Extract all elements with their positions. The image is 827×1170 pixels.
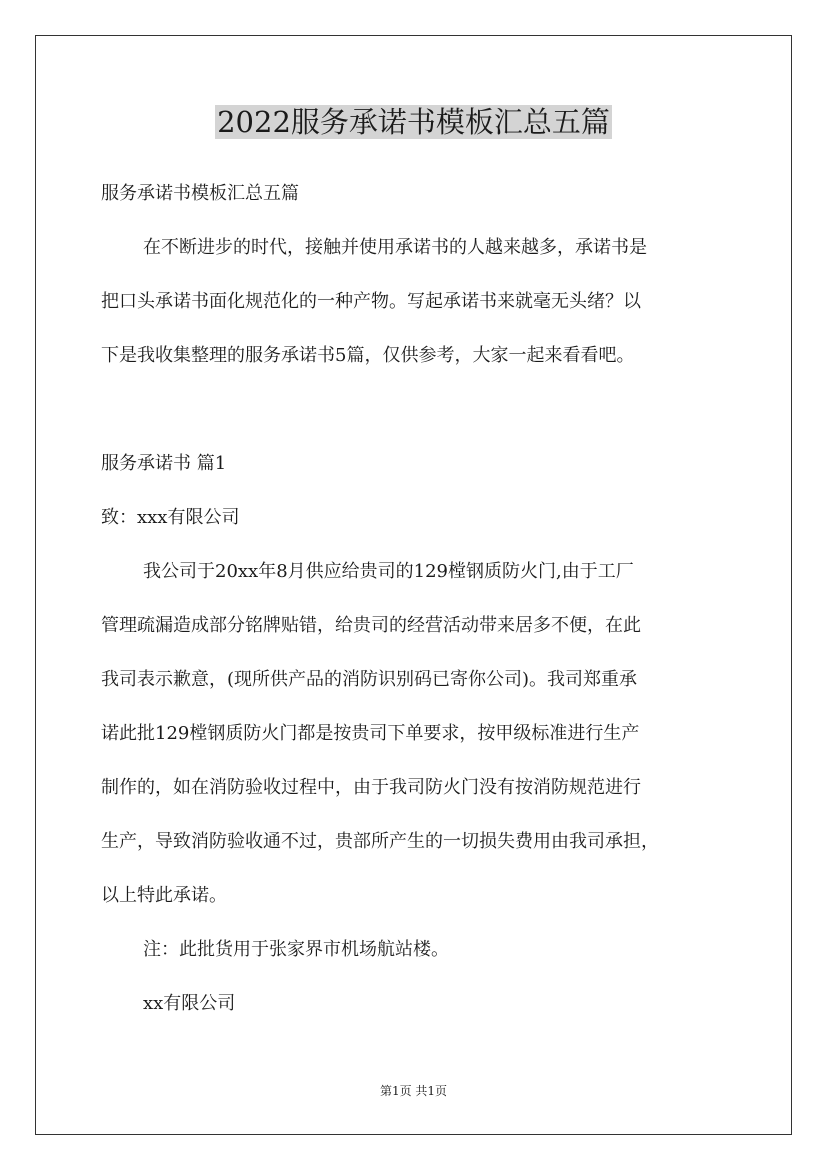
page-footer: 第1页 共1页 <box>379 1084 448 1098</box>
body-line-4: 诺此批129樘钢质防火门都是按贵司下单要求，按甲级标准进行生产 <box>101 723 640 744</box>
body-line-1: 我公司于20xx年8月供应给贵司的129樘钢质防火门,由于工厂 <box>143 561 634 582</box>
document-title: 2022服务承诺书模板汇总五篇 <box>217 105 610 139</box>
body-line-5: 制作的，如在消防验收过程中，由于我司防火门没有按消防规范进行 <box>101 777 641 798</box>
body-line-2: 管理疏漏造成部分铭牌贴错，给贵司的经营活动带来居多不便，在此 <box>101 615 641 636</box>
signature-line: xx有限公司 <box>143 993 236 1014</box>
intro-line-1: 在不断进步的时代，接触并使用承诺书的人越来越多，承诺书是 <box>143 237 647 258</box>
recipient-line: 致：xxx有限公司 <box>101 507 240 528</box>
intro-line-3: 下是我收集整理的服务承诺书5篇，仅供参考，大家一起来看看吧。 <box>101 345 635 366</box>
body-line-3: 我司表示歉意，(现所供产品的消防识别码已寄你公司)。我司郑重承 <box>101 669 638 690</box>
subtitle-line: 服务承诺书模板汇总五篇 <box>101 183 299 204</box>
body-line-6: 生产，导致消防验收通不过，贵部所产生的一切损失费用由我司承担， <box>101 831 659 852</box>
intro-line-2: 把口头承诺书面化规范化的一种产物。写起承诺书来就毫无头绪？以 <box>101 291 641 312</box>
note-line: 注：此批货用于张家界市机场航站楼。 <box>143 939 449 960</box>
body-line-7: 以上特此承诺。 <box>101 885 227 906</box>
section-heading: 服务承诺书 篇1 <box>101 453 227 474</box>
